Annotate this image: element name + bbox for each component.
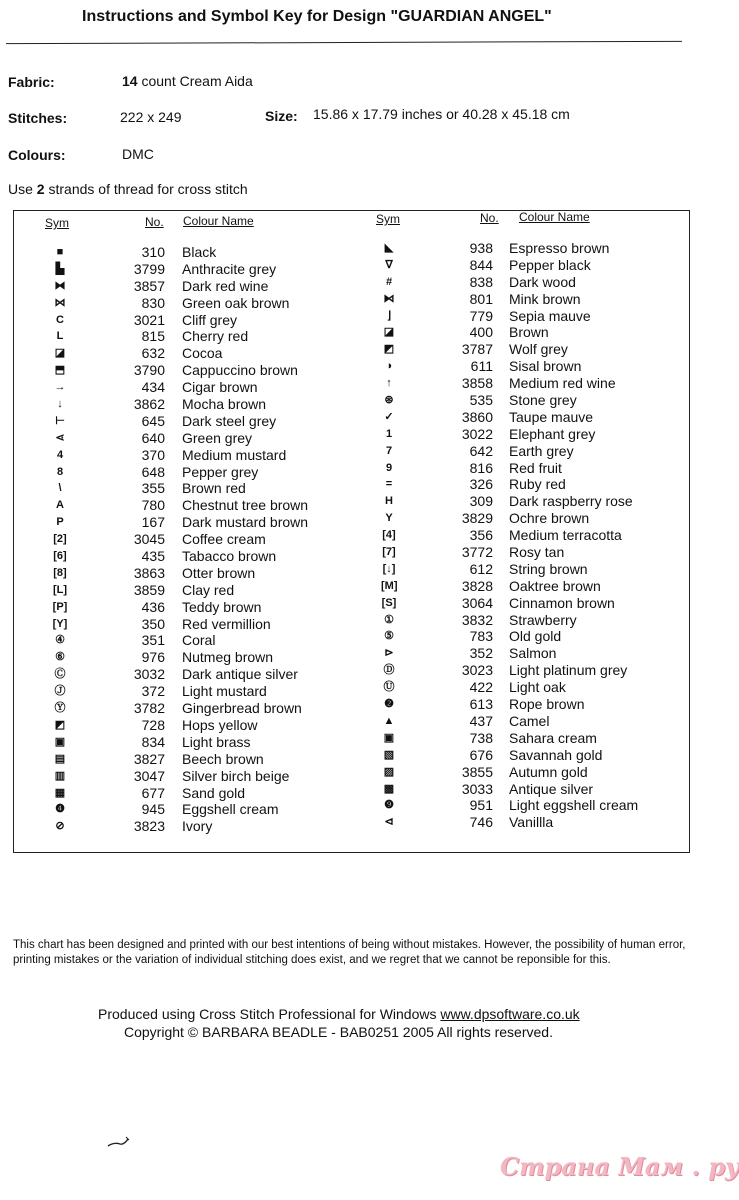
dmc-number: 3857 [133,277,165,294]
stitch-symbol-icon: ▤ [54,752,66,765]
colour-name: Dark antique silver [182,666,298,683]
produced-by: Produced using Cross Stitch Professional for Windows www.dpsoftware.co.uk [98,1006,580,1022]
dmc-number: 3022 [461,425,493,442]
strands-instruction: Use 2 strands of thread for cross stitch [8,181,248,197]
stitch-symbol-icon: 8 [56,465,64,478]
colour-name: Wolf grey [509,341,568,358]
dmc-number: 422 [469,679,493,696]
colour-name: Tabacco brown [182,548,277,565]
left-header-no: No. [145,215,164,229]
colour-name: Pepper black [509,256,591,273]
stitch-symbol-icon: Ⓨ [54,702,66,715]
dmc-number: 3782 [133,700,165,717]
stitches-label: Stitches: [8,110,68,126]
stitch-symbol-icon: ⑥ [55,651,65,664]
stitch-symbol-icon: 4 [56,448,64,461]
dmc-number: 677 [141,784,165,801]
stitch-symbol-icon: ⊛ [384,394,394,407]
colour-name: Ivory [182,818,213,835]
colour-name: Salmon [509,645,557,662]
stitch-symbol-icon: ◑ [385,360,393,373]
dmc-number: 945 [141,801,165,818]
dmc-number: 613 [469,696,493,713]
dmc-number: 3832 [461,611,493,628]
dmc-number: 642 [469,442,493,459]
right-header-sym: Sym [376,212,400,226]
colour-name: Red vermillion [182,615,271,632]
stitch-symbol-icon: 1 [385,427,393,440]
stitch-symbol-icon: ▣ [383,731,395,744]
stitch-symbol-icon: ⊳ [384,647,394,660]
dmc-number: 352 [469,645,493,662]
dmc-number: 3790 [133,362,165,379]
stitch-symbol-icon: L [56,330,64,343]
dmc-number: 834 [141,733,165,750]
stitch-symbol-icon: [↓] [382,562,396,575]
dmc-number: 350 [141,615,165,632]
stitch-symbol-icon: ■ [56,246,64,258]
dmc-number: 951 [469,797,493,814]
colour-name: Earth grey [509,442,574,459]
stitch-symbol-icon: ⊢ [55,414,65,427]
dmc-number: 400 [469,324,493,341]
stitch-symbol-icon: ◪ [54,347,66,360]
colour-name: Silver birch beige [182,767,290,784]
colour-name: Otter brown [182,564,256,581]
software-link[interactable]: www.dpsoftware.co.uk [440,1006,580,1022]
colour-name: Sepia mauve [509,307,591,324]
colour-name: Anthracite grey [182,260,277,277]
colour-name: Coral [182,632,216,649]
dmc-number: 3799 [133,260,165,277]
colour-name: Autumn gold [509,763,588,780]
size-value: 15.86 x 17.79 inches or 40.28 x 45.18 cm [313,106,570,122]
stitch-symbol-icon: ▦ [54,786,66,799]
stitch-symbol-icon: Ⓓ [383,664,395,677]
stitch-symbol-icon: ❷ [384,698,394,711]
colour-name: Medium mustard [182,446,287,463]
dmc-number: 3827 [133,750,165,767]
stitch-symbol-icon: ⧑ [383,292,395,305]
colour-name: Green grey [182,429,253,446]
colour-name: String brown [509,560,588,577]
colour-name: Brown red [182,480,246,497]
colour-name: Light mustard [182,683,267,700]
stitch-symbol-icon: ⊲ [384,816,394,829]
stitch-symbol-icon: = [385,478,393,491]
dmc-number: 3032 [133,666,165,683]
dmc-number: 3045 [133,531,165,548]
stitch-symbol-icon: ◩ [383,343,395,356]
colour-name: Chestnut tree brown [182,497,309,514]
stitch-symbol-icon: ◪ [383,326,395,339]
left-header-sym: Sym [45,216,69,230]
colour-name: Ruby red [509,476,566,493]
colour-name: Cinnamon brown [509,594,615,611]
disclaimer-text: This chart has been designed and printed with our best intentions of being without mistakes. However, the possibility of human error, printing mistakes or the variation of individual stitching does exist, and we regret that we cannot be reponsible for this. [13,939,686,966]
stitch-symbol-icon: ▧ [383,748,395,761]
dmc-number: 738 [469,729,493,746]
stitch-symbol-icon: Ⓤ [383,681,395,694]
dmc-number: 326 [469,476,493,493]
stitch-symbol-icon: C [56,313,64,326]
fabric-label: Fabric: [8,74,55,90]
colour-name: Cigar brown [182,379,258,396]
dmc-number: 3862 [133,396,165,413]
colour-name: Stone grey [509,392,577,409]
stitch-symbol-icon: ◩ [54,718,66,731]
dmc-number: 3033 [461,780,493,797]
stitch-symbol-icon: ◣ [384,242,394,254]
dmc-number: 612 [469,560,493,577]
stitch-symbol-icon: ④ [55,634,65,647]
dmc-number: 3064 [461,594,493,611]
dmc-number: 535 [469,392,493,409]
dmc-number: 3859 [133,581,165,598]
dmc-number: 3772 [461,544,493,561]
colour-name: Gingerbread brown [182,700,302,717]
stitch-symbol-icon: ❹ [55,803,65,816]
stitch-symbol-icon: [Y] [52,617,68,630]
colour-name: Camel [509,712,550,729]
dmc-number: 640 [141,429,165,446]
stitch-symbol-icon: [M] [381,579,398,592]
stitch-symbol-icon: ▲ [383,714,395,727]
colour-name: Rope brown [509,696,585,713]
stitch-symbol-icon: [6] [53,550,67,563]
colour-name: Medium terracotta [509,527,622,544]
stitch-symbol-icon: ✓ [384,410,394,423]
dmc-number: 779 [469,307,493,324]
colour-name: Mocha brown [182,396,267,413]
colour-name: Light oak [509,679,566,696]
stitch-symbol-icon: [8] [53,566,67,579]
stitch-symbol-icon: ⬒ [54,364,66,377]
colour-name: Light brass [182,733,251,750]
colour-name: Black [182,244,217,260]
stitch-symbol-icon: → [54,381,66,394]
dmc-number: 645 [141,412,165,429]
stitch-symbol-icon: [4] [382,529,396,542]
dmc-number: 801 [469,290,493,307]
left-header-name: Colour Name [183,214,254,228]
dmc-number: 632 [141,345,165,362]
dmc-number: 3858 [461,375,493,392]
colour-name: Pepper grey [182,463,259,480]
colour-name: Cocoa [182,345,223,362]
stitch-symbol-icon: H [385,495,393,508]
dmc-number: 746 [469,814,493,831]
colour-name: Vanillla [509,814,554,831]
colour-name: Teddy brown [182,598,262,615]
colour-name: Elephant grey [509,425,596,442]
colour-name: Dark mustard brown [182,514,309,531]
colour-name: Clay red [182,581,235,598]
colour-name: Beech brown [182,750,264,767]
stitch-symbol-icon: # [385,275,393,288]
colour-name: Coffee cream [182,531,266,548]
colour-name: Dark steel grey [182,412,277,429]
stitches-value: 222 x 249 [120,109,182,125]
colours-label: Colours: [8,147,66,163]
colour-name: Cherry red [182,328,249,345]
dmc-number: 370 [141,446,165,463]
dmc-number: 938 [469,240,493,256]
colour-name: Cappuccino brown [182,362,298,379]
stitch-symbol-icon: Ⓙ [54,685,66,698]
stitch-symbol-icon: ⊘ [55,820,65,833]
stitch-symbol-icon: ▥ [54,769,66,782]
dmc-number: 3047 [133,767,165,784]
dmc-number: 816 [469,459,493,476]
dmc-number: 3023 [461,662,493,679]
colour-name: Ochre brown [509,510,590,527]
colour-name: Mink brown [509,290,581,307]
dmc-number: 372 [141,683,165,700]
colour-name: Medium red wine [509,375,616,392]
dmc-number: 3828 [461,577,493,594]
stitch-symbol-icon: ▩ [383,782,395,795]
dmc-number: 648 [141,463,165,480]
dmc-number: 3787 [461,341,493,358]
stitch-symbol-icon: [2] [53,533,67,546]
stitch-symbol-icon: 7 [385,444,393,457]
dmc-number: 437 [469,712,493,729]
colour-name: Oaktree brown [509,577,601,594]
size-label: Size: [265,108,298,124]
stitch-symbol-icon: Y [385,512,393,525]
site-watermark: Страна Мам . ру [500,1152,739,1181]
dmc-number: 167 [141,514,165,531]
colour-name: Light platinum grey [509,662,628,679]
dmc-number: 309 [469,493,493,510]
stitch-symbol-icon: ↓ [57,398,63,411]
right-header-no: No. [480,211,499,225]
colour-name: Old gold [509,628,562,645]
stitch-symbol-icon: \ [58,482,62,495]
stitch-symbol-icon: P [56,516,64,529]
dmc-number: 976 [141,649,165,666]
stitch-symbol-icon: [P] [52,600,68,613]
stitch-symbol-icon: ⑤ [384,630,394,643]
stitch-symbol-icon: Ⓒ [54,668,66,681]
dmc-number: 3823 [133,818,165,835]
stitch-symbol-icon: [L] [52,583,68,596]
stitch-symbol-icon: ∇ [385,258,393,271]
stitch-symbol-icon: A [56,499,64,512]
dmc-number: 3021 [133,311,165,328]
dmc-number: 436 [141,598,165,615]
dmc-number: 3863 [133,564,165,581]
stitch-symbol-icon: ① [384,613,394,626]
colour-name: Taupe mauve [509,408,594,425]
stitch-symbol-icon: ⋖ [55,431,65,444]
right-header-name: Colour Name [519,210,590,224]
stitch-symbol-icon: ⌋ [386,309,392,322]
colours-value: DMC [122,146,154,162]
dmc-number: 783 [469,628,493,645]
dmc-number: 434 [141,379,165,396]
dmc-number: 3855 [461,763,493,780]
colour-name: Brown [509,324,549,341]
colour-name: Hops yellow [182,716,258,733]
page-title: Instructions and Symbol Key for Design "GUARDIAN ANGEL" [82,8,552,25]
stitch-symbol-icon: ⧓ [54,279,66,292]
stitch-symbol-icon: [7] [382,546,396,559]
dmc-number: 830 [141,294,165,311]
dmc-number: 355 [141,480,165,497]
colour-name: Sand gold [182,784,246,801]
colour-name: Sisal brown [509,358,582,375]
dmc-number: 3829 [461,510,493,527]
dmc-number: 780 [141,497,165,514]
pen-mark-icon [106,1136,132,1150]
colour-name: Cliff grey [182,311,237,328]
stitch-symbol-icon: ⋈ [54,296,66,309]
colour-name: Espresso brown [509,240,610,256]
dmc-number: 356 [469,527,493,544]
stitch-symbol-icon: 9 [385,461,393,474]
dmc-number: 3860 [461,408,493,425]
dmc-number: 351 [141,632,165,649]
colour-name: Rosy tan [509,544,565,561]
colour-name: Dark red wine [182,277,269,294]
colour-name: Red fruit [509,459,562,476]
colour-name: Light eggshell cream [509,797,639,814]
title-divider [6,41,682,44]
copyright-notice: Copyright © BARBARA BEADLE - BAB0251 2005 All rights reserved. [124,1024,553,1040]
colour-name: Nutmeg brown [182,649,274,666]
dmc-number: 815 [141,328,165,345]
dmc-number: 844 [469,256,493,273]
stitch-symbol-icon: ▙ [55,262,65,275]
colour-name: Strawberry [509,611,577,628]
dmc-number: 676 [469,746,493,763]
colour-name: Eggshell cream [182,801,279,818]
dmc-number: 838 [469,273,493,290]
stitch-symbol-icon: ❾ [384,799,394,812]
stitch-symbol-icon: ▨ [383,765,395,778]
fabric-value: 14 count Cream Aida [122,73,253,89]
dmc-number: 611 [470,358,493,375]
colour-name: Green oak brown [182,294,290,311]
dmc-number: 728 [141,716,165,733]
colour-name: Savannah gold [509,746,603,763]
colour-name: Sahara cream [509,729,597,746]
colour-name: Dark raspberry rose [509,493,633,510]
colour-name: Antique silver [509,780,594,797]
dmc-number: 310 [141,244,165,260]
stitch-symbol-icon: ↑ [386,377,392,390]
dmc-number: 435 [141,548,165,565]
stitch-symbol-icon: ▣ [54,735,66,748]
colour-name: Dark wood [509,273,576,290]
stitch-symbol-icon: [S] [381,596,397,609]
